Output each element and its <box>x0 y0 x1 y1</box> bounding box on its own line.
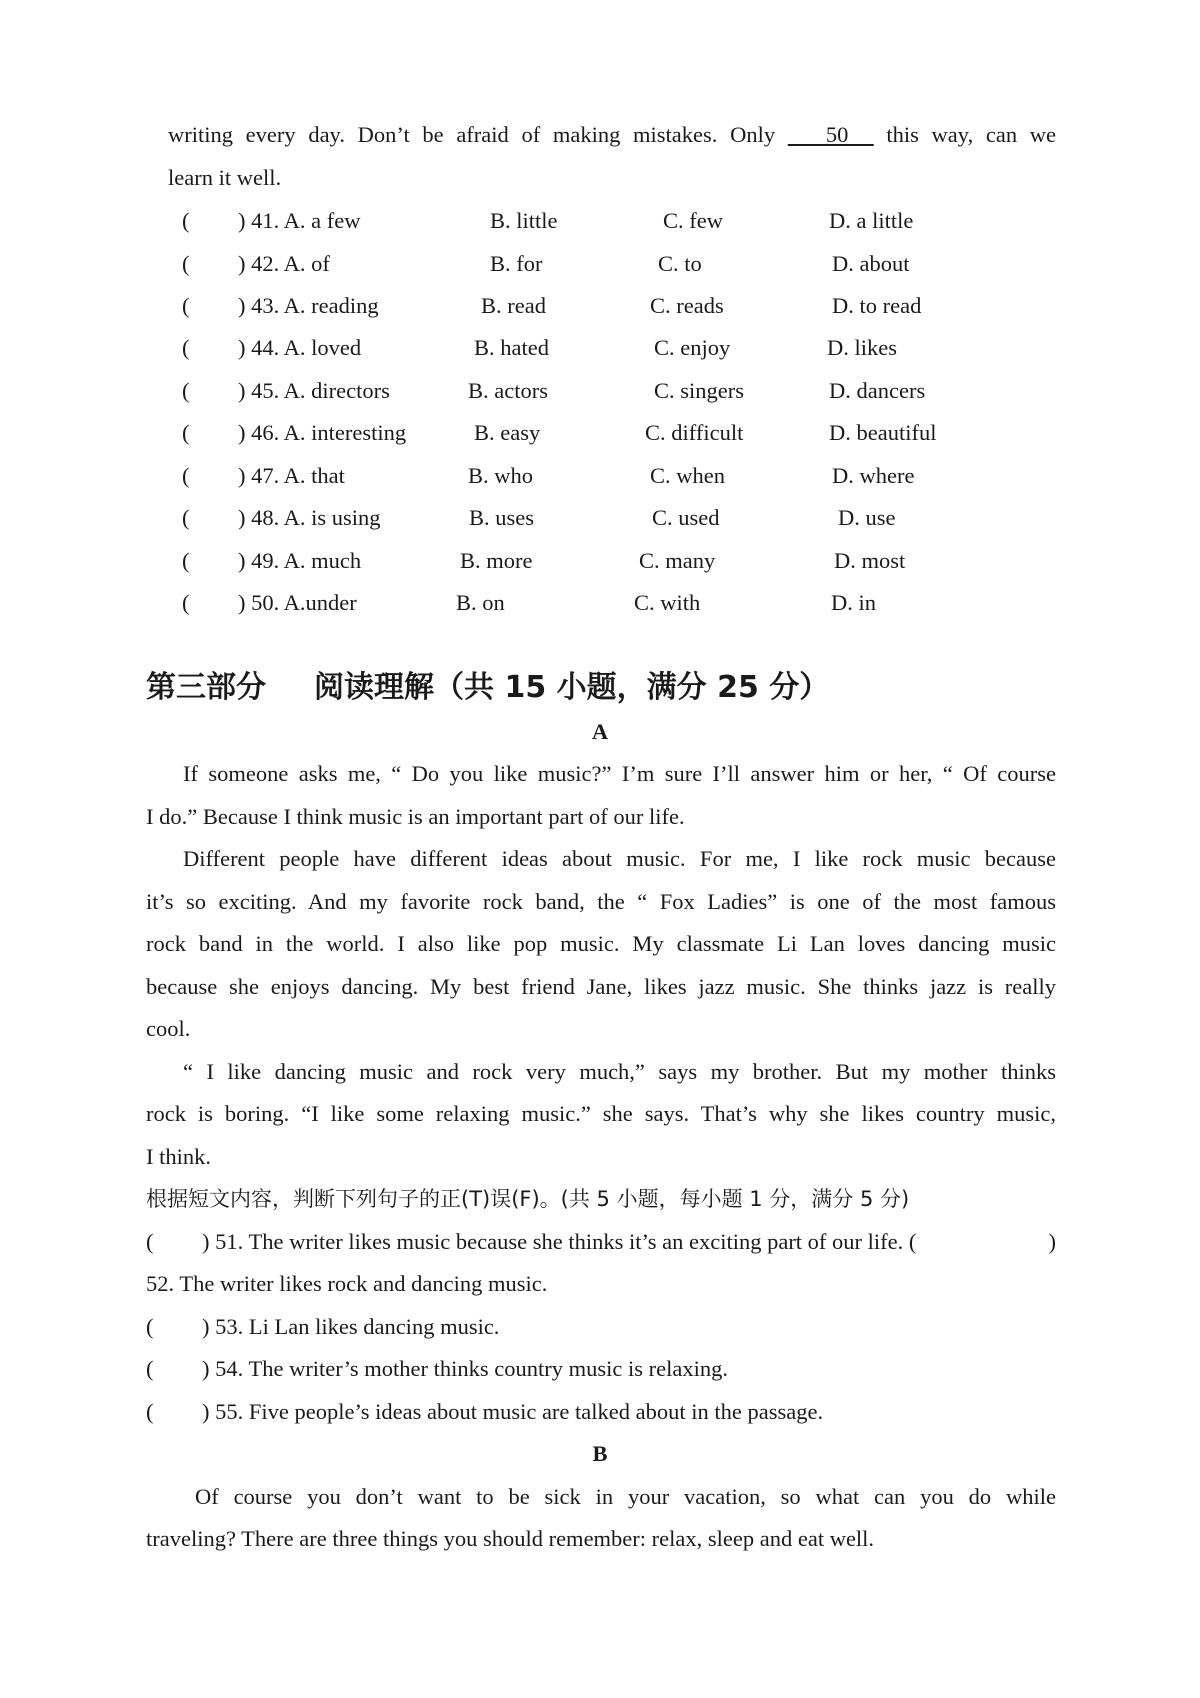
option-b: B. easy <box>474 420 541 445</box>
passage-a-line: “ I like dancing music and rock very much,” says my brother. But my mother thinks <box>183 1059 1056 1084</box>
option-b: B. who <box>468 463 534 488</box>
tf-paren: ( <box>146 1314 154 1339</box>
option-a: ) 47. A. that <box>238 463 345 488</box>
passage-a-line: it’s so exciting. And my favorite rock band, the “ Fox Ladies” is one of the most famous <box>146 889 1056 914</box>
option-b: B. hated <box>474 335 549 360</box>
option-d: D. a little <box>829 208 914 233</box>
option-d: D. to read <box>832 293 922 318</box>
tf-text: ) 51. The writer likes music because she thinks it’s an exciting part of our life. ( <box>202 1229 917 1254</box>
passage-b-line: Of course you don’t want to be sick in your vacation, so what can you do while <box>195 1484 1056 1509</box>
option-b: B. read <box>481 293 546 318</box>
answer-paren: ( <box>182 463 190 488</box>
passage-a-line: rock band in the world. I also like pop music. My classmate Li Lan loves dancing music <box>146 931 1056 956</box>
tf-paren: ( <box>146 1356 154 1381</box>
answer-paren: ( <box>182 208 190 233</box>
passage-a-line: because she enjoys dancing. My best friend Jane, likes jazz music. She thinks jazz is really <box>146 974 1056 999</box>
option-d: D. in <box>831 590 876 615</box>
option-a: ) 48. A. is using <box>238 505 381 530</box>
option-c: C. many <box>639 548 716 573</box>
cloze-line-2: learn it well. <box>168 165 282 190</box>
option-c: C. to <box>658 251 702 276</box>
passage-a-line: cool. <box>146 1016 191 1041</box>
tf-question <box>146 1227 1056 1257</box>
option-d: D. dancers <box>829 378 926 403</box>
passage-a-line: I think. <box>146 1144 211 1169</box>
tf-question <box>146 1354 728 1384</box>
option-a: ) 43. A. reading <box>238 293 379 318</box>
answer-paren: ( <box>182 293 190 318</box>
cloze-text-after: this way, can we <box>886 122 1057 147</box>
tf-question <box>146 1397 824 1427</box>
option-d: D. most <box>834 548 906 573</box>
passage-a-line: rock is boring. “I like some relaxing music.” she says. That’s why she likes country music, <box>146 1101 1056 1126</box>
option-a: ) 42. A. of <box>238 251 330 276</box>
option-b: B. for <box>490 251 543 276</box>
option-a: ) 41. A. a few <box>238 208 361 233</box>
passage-a-line: If someone asks me, “ Do you like music?” I’m sure I’ll answer him or her, “ Of course <box>183 761 1056 786</box>
option-c: C. with <box>634 590 701 615</box>
section-name: 阅读理解（共 15 小题，满分 25 分） <box>314 670 830 705</box>
option-c: C. reads <box>650 293 724 318</box>
tf-instruction: 根据短文内容，判断下列句子的正(T)误(F)。(共 5 小题，每小题 1 分，满分 5 分) <box>146 1187 910 1211</box>
answer-paren: ( <box>182 251 190 276</box>
option-c: C. singers <box>654 378 744 403</box>
option-b: B. on <box>456 590 505 615</box>
option-a: ) 46. A. interesting <box>238 420 407 445</box>
tf-paren-close: ) <box>1048 1229 1056 1254</box>
cloze-blank-50: 50 <box>787 122 874 147</box>
option-d: D. where <box>832 463 915 488</box>
answer-paren: ( <box>182 335 190 360</box>
passage-a-heading: A <box>591 719 609 744</box>
option-c: C. when <box>650 463 725 488</box>
option-c: C. enjoy <box>654 335 731 360</box>
option-d: D. use <box>838 505 896 530</box>
option-a: ) 50. A.under <box>238 590 357 615</box>
tf-paren: ( <box>146 1229 154 1254</box>
option-d: D. beautiful <box>829 420 937 445</box>
option-c: C. few <box>663 208 723 233</box>
cloze-line-1 <box>168 120 1056 150</box>
option-a: ) 49. A. much <box>238 548 362 573</box>
tf-text: ) 54. The writer’s mother thinks country music is relaxing. <box>202 1356 728 1381</box>
option-d: D. likes <box>827 335 897 360</box>
tf-paren: ( <box>146 1399 154 1424</box>
answer-paren: ( <box>182 505 190 530</box>
tf-text: ) 53. Li Lan likes dancing music. <box>202 1314 500 1339</box>
answer-paren: ( <box>182 590 190 615</box>
passage-b-heading: B <box>592 1441 608 1466</box>
section-title <box>146 668 829 708</box>
option-a: ) 44. A. loved <box>238 335 362 360</box>
option-b: B. uses <box>469 505 535 530</box>
option-b: B. little <box>490 208 558 233</box>
tf-question: 52. The writer likes rock and dancing music. <box>146 1271 548 1296</box>
option-b: B. more <box>460 548 533 573</box>
option-a: ) 45. A. directors <box>238 378 390 403</box>
answer-paren: ( <box>182 378 190 403</box>
passage-a-line: I do.” Because I think music is an important part of our life. <box>146 804 685 829</box>
section-part: 第三部分 <box>146 670 266 705</box>
answer-paren: ( <box>182 420 190 445</box>
passage-a-line: Different people have different ideas about music. For me, I like rock music because <box>183 846 1056 871</box>
tf-question <box>146 1312 500 1342</box>
cloze-text-before: writing every day. Don’t be afraid of making mistakes. Only <box>168 122 776 147</box>
option-c: C. difficult <box>645 420 744 445</box>
answer-paren: ( <box>182 548 190 573</box>
tf-text: ) 55. Five people’s ideas about music are talked about in the passage. <box>202 1399 824 1424</box>
option-d: D. about <box>832 251 910 276</box>
option-c: C. used <box>652 505 720 530</box>
passage-b-line: traveling? There are three things you should remember: relax, sleep and eat well. <box>146 1526 875 1551</box>
option-b: B. actors <box>468 378 548 403</box>
